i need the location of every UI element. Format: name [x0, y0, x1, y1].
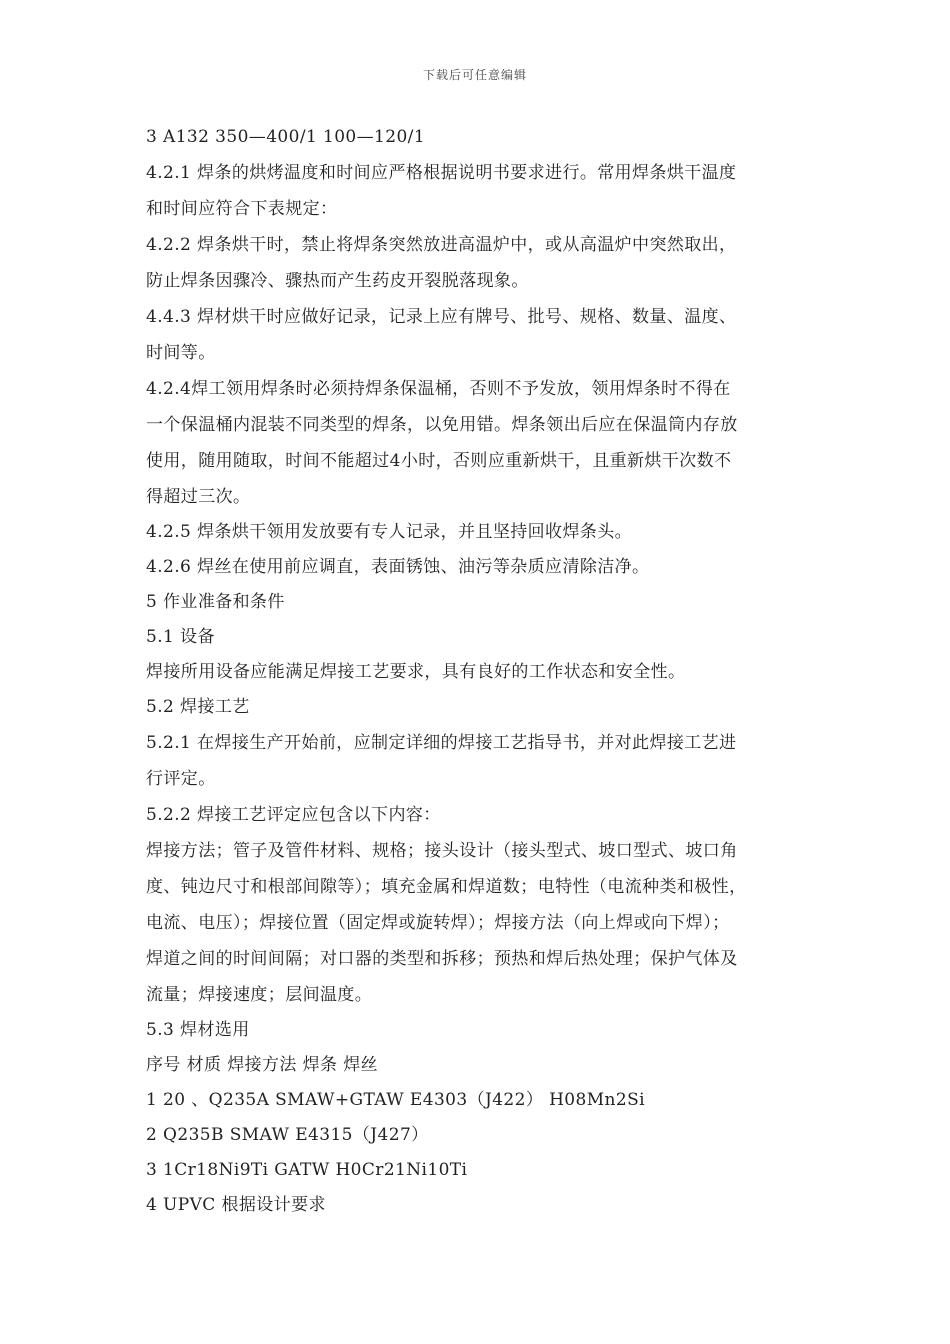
text-line: 4.2.4焊工领用焊条时必须持焊条保温桶，否则不予发放，领用焊条时不得在 — [146, 379, 731, 399]
text-line: 4.2.1 焊条的烘烤温度和时间应严格根据说明书要求进行。常用焊条烘干温度 — [146, 163, 737, 183]
text-line: 度、钝边尺寸和根部间隙等）；填充金属和焊道数；电特性（电流种类和极性， — [146, 877, 747, 897]
table-row: 2 Q235B SMAW E4315（J427） — [146, 1125, 429, 1145]
text-line: 时间等。 — [146, 343, 216, 363]
table-row: 3 1Cr18Ni9Ti GATW H0Cr21Ni10Ti — [146, 1160, 468, 1180]
text-line: 焊接方法；管子及管件材料、规格；接头设计（接头型式、坡口型式、坡口角 — [146, 841, 738, 861]
section-heading: 5 作业准备和条件 — [146, 592, 285, 612]
text-line: 使用，随用随取，时间不能超过4小时，否则应重新烘干，且重新烘干次数不 — [146, 451, 732, 471]
text-line: 焊接所用设备应能满足焊接工艺要求，具有良好的工作状态和安全性。 — [146, 662, 686, 682]
table-row: 4 UPVC 根据设计要求 — [146, 1195, 326, 1215]
text-line: 流量；焊接速度；层间温度。 — [146, 985, 373, 1005]
text-line: 电流、电压）；焊接位置（固定焊或旋转焊）；焊接方法（向上焊或向下焊）； — [146, 913, 730, 933]
text-line: 和时间应符合下表规定： — [146, 199, 338, 219]
text-line: 防止焊条因骤冷、骤热而产生药皮开裂脱落现象。 — [146, 271, 529, 291]
text-line: 4.2.2 焊条烘干时，禁止将焊条突然放进高温炉中，或从高温炉中突然取出， — [146, 235, 737, 255]
table-header-row: 序号 材质 焊接方法 焊条 焊丝 — [146, 1055, 379, 1075]
table-row: 1 20 、Q235A SMAW+GTAW E4303（J422） H08Mn2Si — [146, 1090, 645, 1110]
text-line: 焊道之间的时间间隔；对口器的类型和拆移；预热和焊后热处理；保护气体及 — [146, 949, 738, 969]
document-body — [146, 119, 816, 1223]
text-line: 4.4.3 焊材烘干时应做好记录，记录上应有牌号、批号、规格、数量、温度、 — [146, 307, 737, 327]
text-line: 4.2.6 焊丝在使用前应调直，表面锈蚀、油污等杂质应清除洁净。 — [146, 557, 650, 577]
section-heading: 5.1 设备 — [146, 627, 215, 647]
text-line: 行评定。 — [146, 769, 216, 789]
section-heading: 5.3 焊材选用 — [146, 1020, 250, 1040]
text-line: 3 A132 350—400/1 100—120/1 — [146, 127, 426, 147]
text-line: 一个保温桶内混装不同类型的焊条，以免用错。焊条领出后应在保温筒内存放 — [146, 415, 738, 435]
text-line: 4.2.5 焊条烘干领用发放要有专人记录，并且坚持回收焊条头。 — [146, 522, 633, 542]
text-line: 5.2.1 在焊接生产开始前，应制定详细的焊接工艺指导书，并对此焊接工艺进 — [146, 733, 737, 753]
text-line: 5.2.2 焊接工艺评定应包含以下内容： — [146, 805, 441, 825]
section-heading: 5.2 焊接工艺 — [146, 697, 250, 717]
page-header: 下载后可任意编辑 — [422, 68, 527, 82]
text-line: 得超过三次。 — [146, 487, 251, 507]
